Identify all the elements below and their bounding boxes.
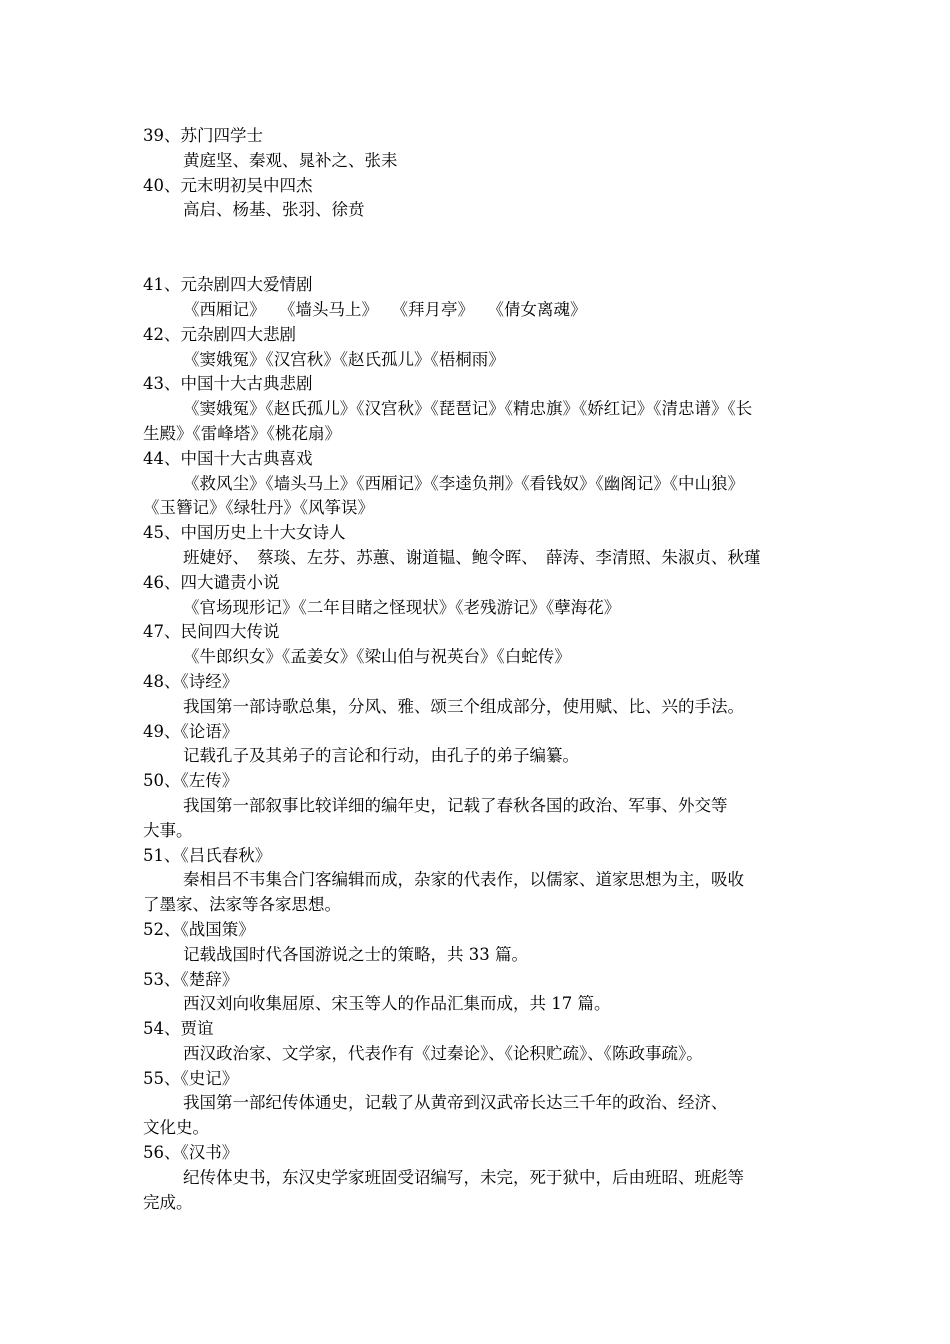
list-item bbox=[143, 1141, 811, 1215]
entry-heading: 48、《诗经》 bbox=[143, 671, 239, 691]
entry-heading: 42、元杂剧四大悲剧 bbox=[143, 324, 296, 344]
entry-heading: 39、苏门四学士 bbox=[143, 126, 263, 145]
entry-body: 西汉政治家、文学家，代表作有《过秦论》、《论积贮疏》、《陈政事疏》。 bbox=[183, 1043, 703, 1063]
entry-heading: 54、贾谊 bbox=[143, 1019, 214, 1039]
entry-body-continuation: 大事。 bbox=[143, 820, 193, 840]
list-item bbox=[143, 174, 811, 224]
list-item bbox=[143, 1067, 811, 1141]
entry-heading: 47、民间四大传说 bbox=[143, 622, 280, 642]
list-item bbox=[143, 124, 811, 174]
list-item bbox=[143, 447, 811, 521]
entry-heading: 50、《左传》 bbox=[143, 771, 239, 791]
entry-body: 黄庭坚、秦观、晁补之、张耒 bbox=[183, 150, 398, 170]
list-item bbox=[143, 720, 811, 770]
list-item bbox=[143, 844, 811, 918]
entry-body: 《西厢记》 《墙头马上》 《拜月亭》 《倩女离魂》 bbox=[183, 299, 587, 319]
list-item bbox=[143, 571, 811, 621]
section-gap bbox=[143, 223, 811, 273]
entry-body: 我国第一部纪传体通史，记载了从黄帝到汉武帝长达三千年的政治、经济、 bbox=[183, 1093, 728, 1113]
entry-list bbox=[143, 124, 811, 1215]
entry-heading: 52、《战国策》 bbox=[143, 919, 255, 939]
entry-body: 《官场现形记》《二年目睹之怪现状》《老残游记》《孽海花》 bbox=[183, 597, 621, 617]
entry-body-continuation: 了墨家、法家等各家思想。 bbox=[143, 895, 341, 915]
entry-body: 秦相吕不韦集合门客编辑而成，杂家的代表作，以儒家、道家思想为主，吸收 bbox=[183, 870, 744, 890]
entry-heading: 44、中国十大古典喜戏 bbox=[143, 448, 313, 468]
entry-body-continuation: 完成。 bbox=[143, 1192, 193, 1212]
list-item bbox=[143, 521, 811, 571]
list-item bbox=[143, 273, 811, 323]
entry-body: 记载战国时代各国游说之士的策略，共 33 篇。 bbox=[183, 944, 528, 964]
entry-body: 班婕妤、 蔡琰、左芬、苏蕙、谢道韫、鲍令晖、 薛涛、李清照、朱淑贞、秋瑾 bbox=[183, 547, 761, 567]
entry-heading: 43、中国十大古典悲剧 bbox=[143, 374, 313, 394]
entry-heading: 49、《论语》 bbox=[143, 721, 239, 741]
entry-heading: 40、元末明初吴中四杰 bbox=[143, 175, 313, 195]
entry-heading: 46、四大谴责小说 bbox=[143, 572, 280, 592]
list-item bbox=[143, 968, 811, 1018]
entry-heading: 41、元杂剧四大爱情剧 bbox=[143, 275, 313, 295]
entry-body: 《救风尘》《墙头马上》《西厢记》《李逵负荆》《看钱奴》《幽阁记》《中山狼》 bbox=[183, 473, 744, 493]
entry-body: 《窦娥冤》《汉宫秋》《赵氏孤儿》《梧桐雨》 bbox=[183, 349, 505, 369]
entry-body: 我国第一部叙事比较详细的编年史，记载了春秋各国的政治、军事、外交等 bbox=[183, 795, 728, 815]
entry-body: 《牛郎织女》《孟姜女》《梁山伯与祝英台》《白蛇传》 bbox=[183, 647, 571, 667]
entry-heading: 51、《吕氏春秋》 bbox=[143, 845, 272, 865]
entry-body: 高启、杨基、张羽、徐贲 bbox=[183, 200, 365, 220]
entry-heading: 45、中国历史上十大女诗人 bbox=[143, 523, 346, 543]
entry-heading: 53、《楚辞》 bbox=[143, 969, 239, 989]
list-item bbox=[143, 372, 811, 446]
entry-body: 纪传体史书，东汉史学家班固受诏编写，未完，死于狱中，后由班昭、班彪等 bbox=[183, 1167, 744, 1187]
list-item bbox=[143, 323, 811, 373]
list-item bbox=[143, 1017, 811, 1067]
entry-body: 记载孔子及其弟子的言论和行动，由孔子的弟子编纂。 bbox=[183, 746, 579, 766]
entry-body-continuation: 《玉簪记》《绿牡丹》《风筝误》 bbox=[143, 498, 374, 518]
list-item bbox=[143, 769, 811, 843]
entry-body: 我国第一部诗歌总集，分风、雅、颂三个组成部分，使用赋、比、兴的手法。 bbox=[183, 696, 744, 716]
entry-body-continuation: 文化史。 bbox=[143, 1118, 209, 1138]
entry-heading: 56、《汉书》 bbox=[143, 1143, 239, 1163]
entry-heading: 55、《史记》 bbox=[143, 1068, 239, 1088]
entry-body: 西汉刘向收集屈原、宋玉等人的作品汇集而成，共 17 篇。 bbox=[183, 994, 611, 1014]
list-item bbox=[143, 670, 811, 720]
entry-body: 《窦娥冤》《赵氏孤儿》《汉宫秋》《琵琶记》《精忠旗》《娇红记》《清忠谱》《长 bbox=[183, 399, 753, 419]
list-item bbox=[143, 620, 811, 670]
list-item bbox=[143, 918, 811, 968]
entry-body-continuation: 生殿》《雷峰塔》《桃花扇》 bbox=[143, 423, 341, 443]
